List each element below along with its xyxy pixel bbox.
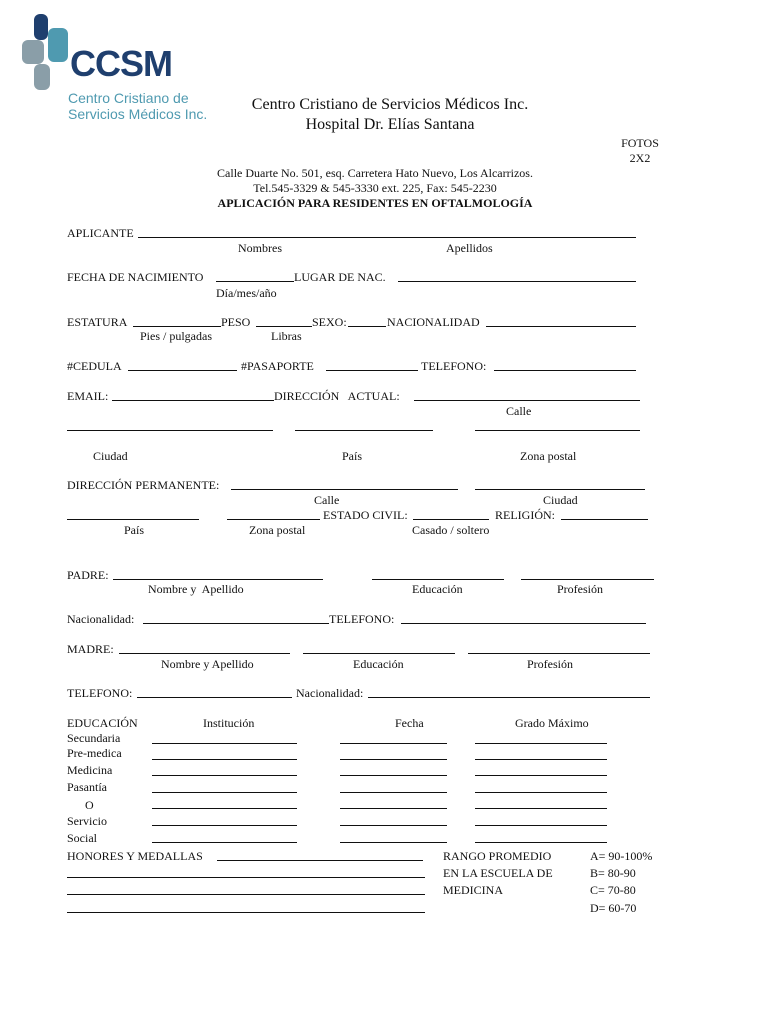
birthdate-label: FECHA DE NACIMIENTO [67,270,204,284]
phone-field[interactable] [494,370,636,371]
grade-scale-item: D= 60-70 [590,901,637,915]
mother-profession-field[interactable] [468,653,650,654]
current-address-sub-zona: Zona postal [520,449,577,463]
education-row-label: Social [67,831,97,845]
cedula-field[interactable] [128,370,237,371]
grade-average-label: MEDICINA [443,883,503,897]
honors-field[interactable] [67,894,425,895]
education-degree-field[interactable] [475,743,607,744]
education-degree-field[interactable] [475,792,607,793]
current-address-line2-b[interactable] [295,430,433,431]
education-col-degree: Grado Máximo [515,716,589,730]
religion-field[interactable] [561,519,648,520]
weight-sub: Libras [271,329,302,343]
logo [22,14,208,126]
education-degree-field[interactable] [475,759,607,760]
father-education-field[interactable] [372,579,504,580]
father-nationality-label: Nacionalidad: [67,612,135,626]
grade-scale-item: A= 90-100% [590,849,653,863]
education-col-date: Fecha [395,716,424,730]
cross-logo-icon [22,14,70,92]
education-date-field[interactable] [340,759,447,760]
phone-line: Tel.545-3329 & 545-3330 ext. 225, Fax: 545-2230 [253,181,497,195]
current-address-sub-ciudad: Ciudad [93,449,128,463]
mother-education-field[interactable] [303,653,455,654]
birthdate-sub: Día/mes/año [216,286,277,300]
education-row-label: Servicio [67,814,107,828]
father-phone-field[interactable] [401,623,646,624]
current-address-line2-a[interactable] [67,430,273,431]
civil-status-sub: Casado / soltero [412,523,490,537]
permanent-address-sub-pais: País [124,523,145,537]
mother-sub-profession: Profesión [527,657,573,671]
education-date-field[interactable] [340,792,447,793]
education-row-label: Pasantía [67,780,107,794]
permanent-address-country-field[interactable] [67,519,199,520]
birthplace-label: LUGAR DE NAC. [294,270,386,284]
education-date-field[interactable] [340,825,447,826]
mother-sub-education: Educación [353,657,404,671]
nationality-label: NACIONALIDAD [387,315,480,329]
education-institution-field[interactable] [152,759,297,760]
education-date-field[interactable] [340,842,447,843]
current-address-label: DIRECCIÓN ACTUAL: [274,389,400,403]
father-phone-label: TELEFONO: [329,612,395,626]
civil-status-label: ESTADO CIVIL: [323,508,408,522]
logo-name-line1: Centro Cristiano de [68,90,189,106]
father-profession-field[interactable] [521,579,654,580]
education-institution-field[interactable] [152,825,297,826]
logo-name-line2: Servicios Médicos Inc. [68,106,208,122]
education-institution-field[interactable] [152,842,297,843]
email-field[interactable] [112,400,274,401]
education-col-institution: Institución [203,716,255,730]
education-degree-field[interactable] [475,808,607,809]
permanent-address-label: DIRECCIÓN PERMANENTE: [67,478,220,492]
grade-average-label: EN LA ESCUELA DE [443,866,553,880]
permanent-address-zip-field[interactable] [227,519,320,520]
email-label: EMAIL: [67,389,109,403]
passport-label: #PASAPORTE [241,359,314,373]
education-institution-field[interactable] [152,808,297,809]
education-date-field[interactable] [340,808,447,809]
height-label: ESTATURA [67,315,128,329]
honors-field[interactable] [217,860,423,861]
mother-phone-field[interactable] [137,697,292,698]
cedula-label: #CEDULA [67,359,122,373]
applicant-sub-apellidos: Apellidos [446,241,493,255]
grade-scale-item: C= 70-80 [590,883,636,897]
birthplace-field[interactable] [398,281,636,282]
permanent-address-city-field[interactable] [475,489,645,490]
education-degree-field[interactable] [475,842,607,843]
weight-label: PESO [221,315,251,329]
religion-label: RELIGIÓN: [495,508,555,522]
father-sub-education: Educación [412,582,463,596]
current-address-sub-calle: Calle [506,404,532,418]
sex-label: SEXO: [312,315,347,329]
education-degree-field[interactable] [475,775,607,776]
honors-field[interactable] [67,877,425,878]
nationality-field[interactable] [486,326,636,327]
applicant-label: APLICANTE [67,226,134,240]
mother-sub-name: Nombre y Apellido [161,657,254,671]
education-institution-field[interactable] [152,775,297,776]
form-title: APLICACIÓN PARA RESIDENTES EN OFTALMOLOGÍA [217,196,533,210]
phone-label: TELEFONO: [421,359,487,373]
father-sub-profession: Profesión [557,582,603,596]
current-address-street-field[interactable] [414,400,640,401]
birthdate-field[interactable] [216,281,294,282]
mother-phone-label: TELEFONO: [67,686,133,700]
height-sub: Pies / pulgadas [140,329,212,343]
applicant-field[interactable] [138,237,636,238]
permanent-address-sub-zona: Zona postal [249,523,306,537]
father-name-field[interactable] [113,579,323,580]
civil-status-field[interactable] [413,519,489,520]
education-row-label: Medicina [67,763,113,777]
honors-label: HONORES Y MEDALLAS [67,849,203,863]
sex-field[interactable] [348,326,386,327]
weight-field[interactable] [256,326,312,327]
father-nationality-field[interactable] [143,623,329,624]
education-date-field[interactable] [340,743,447,744]
applicant-sub-nombres: Nombres [238,241,282,255]
logo-abbr: CCSM [70,43,172,84]
education-institution-field[interactable] [152,792,297,793]
current-address-line2-c[interactable] [475,430,640,431]
father-label: PADRE: [67,568,109,582]
education-row-label: Pre-medica [67,746,122,760]
height-field[interactable] [133,326,221,327]
permanent-address-sub-ciudad: Ciudad [543,493,578,507]
mother-nationality-field[interactable] [368,697,650,698]
permanent-address-street-field[interactable] [231,489,458,490]
education-institution-field[interactable] [152,743,297,744]
org-name: Centro Cristiano de Servicios Médicos Inc. [251,96,529,113]
address-line: Calle Duarte No. 501, esq. Carretera Hato Nuevo, Los Alcarrizos. [217,166,533,180]
father-sub-name: Nombre y Apellido [148,582,244,596]
education-row-label: Secundaria [67,731,121,745]
photo-label-2: 2X2 [629,151,651,165]
mother-name-field[interactable] [119,653,290,654]
photo-label-1: FOTOS [621,136,659,150]
education-date-field[interactable] [340,775,447,776]
education-degree-field[interactable] [475,825,607,826]
education-row-label: O [85,798,94,812]
grade-average-label: RANGO PROMEDIO [443,849,552,863]
mother-label: MADRE: [67,642,114,656]
passport-field[interactable] [326,370,418,371]
education-label: EDUCACIÓN [67,716,138,730]
permanent-address-sub-calle: Calle [314,493,340,507]
grade-scale-item: B= 80-90 [590,866,636,880]
mother-nationality-label: Nacionalidad: [296,686,364,700]
honors-field[interactable] [67,912,425,913]
current-address-sub-pais: País [342,449,363,463]
hospital-name: Hospital Dr. Elías Santana [305,116,475,133]
